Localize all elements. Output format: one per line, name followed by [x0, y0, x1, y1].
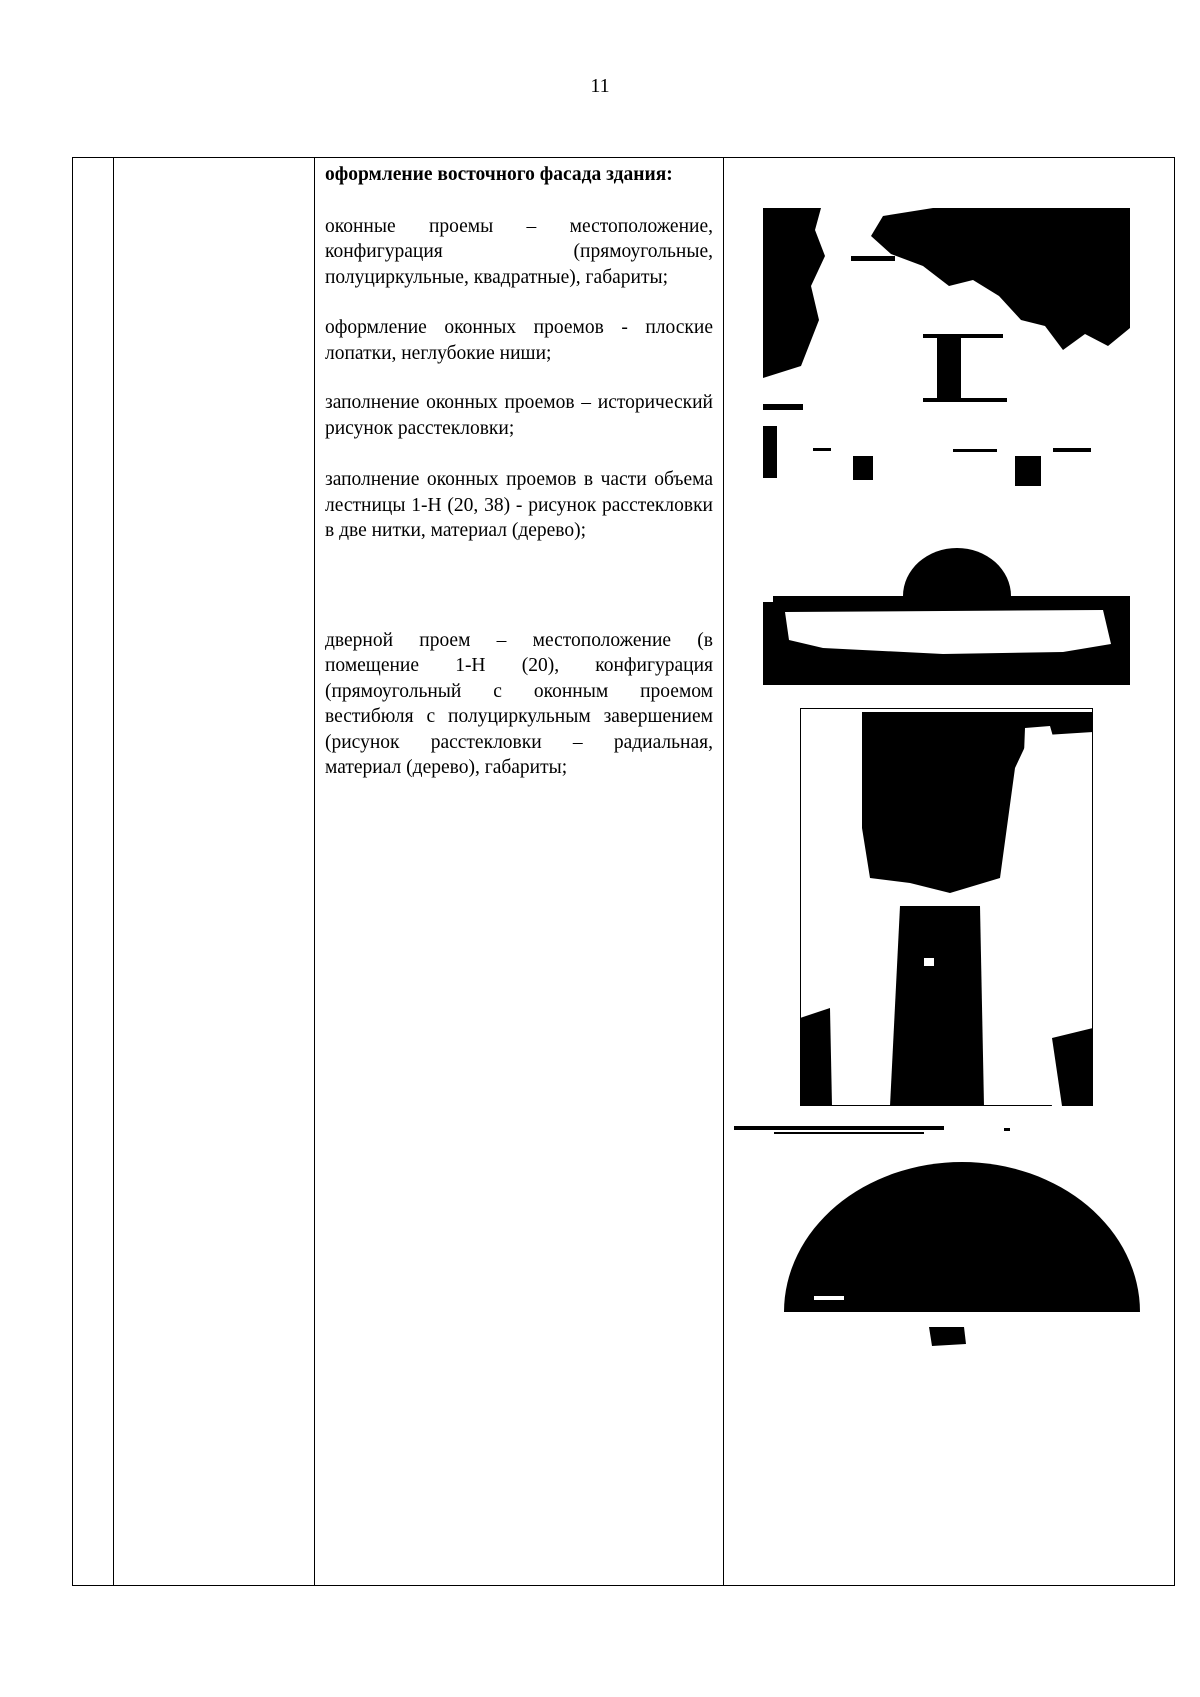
paragraph-window-decoration: оформление оконных проемов - плоские лопатки, неглубокие ниши; — [325, 317, 713, 364]
door-photo — [800, 708, 1093, 1106]
paragraph-door-opening: дверной проем – местоположение (в помещение 1-Н (20), конфигурация (прямоугольный с оконным проемом вестибюля с полуциркульным завершением (рисунок расстекловки – радиальная, материал (дерево), габариты; — [325, 629, 713, 778]
page-number: 11 — [590, 75, 610, 97]
paragraph-window-openings: оконные проемы – местоположение, конфигурация (прямоугольные, полуциркульные, квадратные), габариты; — [325, 215, 713, 288]
table-cell-index — [73, 158, 114, 1586]
paragraph-window-filling: заполнение оконных проемов – исторический рисунок расстекловки; — [325, 392, 713, 439]
table-cell-photos — [724, 158, 1175, 1586]
section-heading: оформление восточного фасада здания: — [325, 164, 673, 185]
table-row — [73, 158, 1175, 1586]
paragraph-staircase-windows: заполнение оконных проемов в части объема лестницы 1-Н (20, 38) - рисунок расстекловки в две нитки, материал (дерево); — [325, 469, 713, 541]
table-cell-name — [114, 158, 315, 1586]
table-cell-description — [315, 158, 724, 1586]
protection-subject-table — [72, 157, 1175, 1586]
facade-photo — [763, 208, 1130, 685]
arched-window-photo — [734, 1122, 1144, 1362]
